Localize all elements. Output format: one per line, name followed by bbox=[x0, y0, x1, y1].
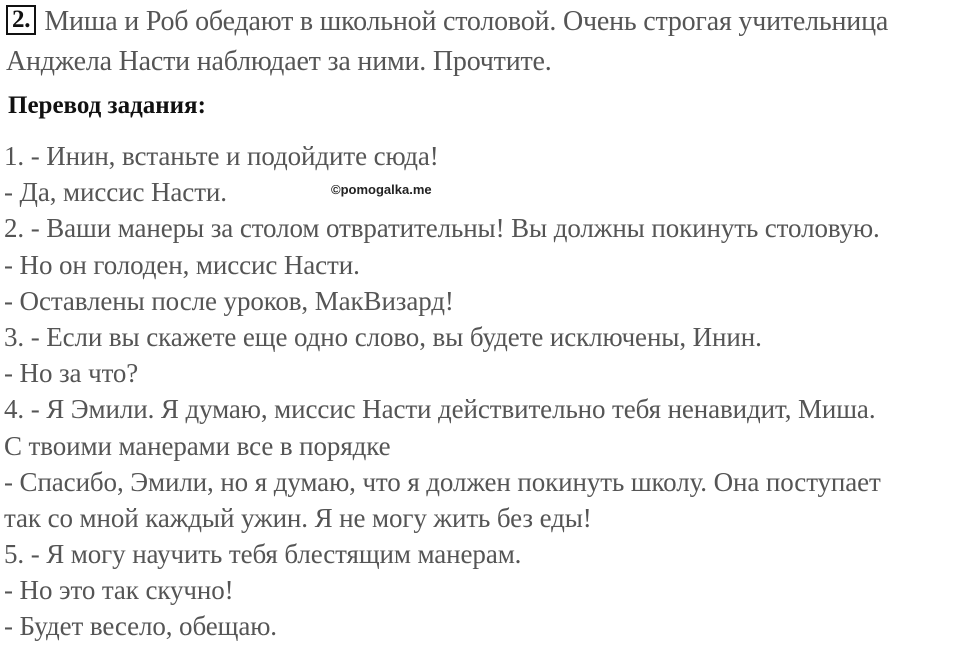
text-line: - Оставлены после уроков, МакВизард! bbox=[4, 285, 454, 316]
text-line: 2. - Ваши манеры за столом отвратительны! Вы должны покинуть столовую. bbox=[4, 213, 880, 244]
task-statement bbox=[6, 2, 956, 82]
task-number-badge: 2. bbox=[6, 5, 36, 35]
text-line: - Но это так скучно! bbox=[4, 575, 234, 606]
text-line: - Спасибо, Эмили, но я думаю, что я должен покинуть школу. Она поступает bbox=[4, 466, 881, 497]
text-line: 1. - Инин, встаньте и подойдите сюда! bbox=[4, 141, 439, 171]
text-line: 4. - Я Эмили. Я думаю, миссис Насти действительно тебя ненавидит, Миша. bbox=[4, 394, 876, 425]
text-line: - Да, миссис Насти. bbox=[4, 177, 227, 208]
watermark-text: ©pomogalka.me bbox=[331, 182, 432, 197]
text-line: - Будет весело, обещаю. bbox=[4, 611, 277, 642]
task-text-line-1: Миша и Роб обедают в школьной столовой. Очень строгая учительница bbox=[44, 6, 889, 37]
task-text-line-2: Анджела Насти наблюдает за ними. Прочтите. bbox=[6, 46, 552, 77]
text-line: С твоими манерами все в порядке bbox=[4, 430, 391, 461]
text-line: так со мной каждый ужин. Я не могу жить без еды! bbox=[4, 502, 592, 533]
section-title: Перевод задания: bbox=[8, 92, 206, 119]
text-line: 3. - Если вы скажете еще одно слово, вы будете исключены, Инин. bbox=[4, 321, 762, 352]
text-line: - Но он голоден, миссис Насти. bbox=[4, 249, 360, 280]
text-line: - Но за что? bbox=[4, 358, 139, 389]
text-line: 5. - Я могу научить тебя блестящим манерам. bbox=[4, 539, 522, 570]
translation-lines bbox=[4, 138, 960, 645]
